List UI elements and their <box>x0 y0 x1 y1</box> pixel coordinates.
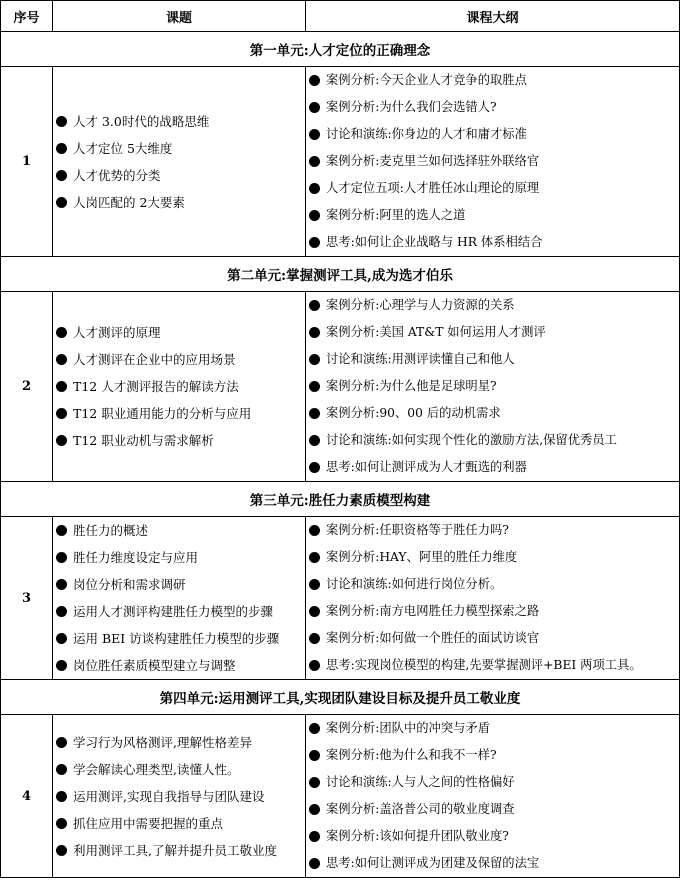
topic-text: 利用测评工具,了解并提升员工敬业度 <box>73 842 277 858</box>
outline-item <box>306 427 679 454</box>
bullet-icon <box>309 102 320 113</box>
outline-text: 案例分析:麦克里兰如何选择驻外联络官 <box>326 154 540 168</box>
outline-cell <box>306 715 680 878</box>
outline-item <box>306 823 679 850</box>
bullet-icon <box>309 435 320 446</box>
bullet-icon <box>309 777 320 788</box>
unit-title: 第四单元:运用测评工具,实现团队建设目标及提升员工敬业度 <box>1 680 680 715</box>
outline-text: 讨论和演练:如何实现个性化的激励方法,保留优秀员工 <box>326 433 617 447</box>
bullet-icon <box>309 183 320 194</box>
topic-cell <box>53 517 306 680</box>
header-seq: 序号 <box>1 1 53 32</box>
outline-item <box>306 652 679 679</box>
bullet-icon <box>309 606 320 617</box>
outline-item <box>306 850 679 877</box>
outline-item <box>306 769 679 796</box>
bullet-icon <box>56 197 67 208</box>
bullet-icon <box>56 579 67 590</box>
bullet-icon <box>56 435 67 446</box>
outline-text: 案例分析:他为什么和我不一样? <box>326 748 497 762</box>
outline-text: 案例分析:团队中的冲突与矛盾 <box>326 721 491 735</box>
topic-item <box>53 571 305 598</box>
outline-item <box>306 571 679 598</box>
topic-list <box>53 729 305 864</box>
topic-text: 胜任力维度设定与应用 <box>73 550 199 565</box>
outline-item <box>306 94 679 121</box>
outline-text: 案例分析:90、00 后的动机需求 <box>326 406 501 420</box>
outline-item <box>306 319 679 346</box>
topic-item <box>53 810 305 837</box>
outline-item <box>306 292 679 319</box>
topic-text: T12 人才测评报告的解读方法 <box>73 379 239 394</box>
outline-text: 讨论和演练:用测评读懂自己和他人 <box>326 352 515 366</box>
outline-item <box>306 454 679 481</box>
outline-item <box>306 598 679 625</box>
topic-text: 人才测评的原理 <box>73 325 161 340</box>
topic-text: 学习行为风格测评,理解性格差异 <box>73 734 252 750</box>
bullet-icon <box>309 408 320 419</box>
outline-cell <box>306 517 680 680</box>
outline-text: 讨论和演练:人与人之间的性格偏好 <box>326 775 515 789</box>
bullet-icon <box>309 858 320 869</box>
topic-text: 运用测评,实现自我指导与团队建设 <box>73 788 265 804</box>
topic-text: 人才优势的分类 <box>73 167 161 183</box>
topic-item <box>53 427 305 454</box>
topic-item <box>53 319 305 346</box>
topic-text: 人才 3.0时代的战略思维 <box>73 113 210 129</box>
unit-seq: 4 <box>1 715 53 878</box>
header-outline: 课程大纲 <box>306 1 680 32</box>
bullet-icon <box>309 327 320 338</box>
topic-text: 运用 BEI 访谈构建胜任力模型的步骤 <box>73 631 280 646</box>
bullet-icon <box>56 408 67 419</box>
bullet-icon <box>56 737 67 748</box>
outline-text: 讨论和演练:如何进行岗位分析。 <box>326 577 503 591</box>
bullet-icon <box>309 156 320 167</box>
unit-title: 第三单元:胜任力素质模型构建 <box>1 482 680 517</box>
unit-title-row <box>1 257 680 292</box>
unit-seq: 2 <box>1 292 53 482</box>
outline-text: 案例分析:心理学与人力资源的关系 <box>326 298 515 312</box>
topic-cell <box>53 292 306 482</box>
topic-item <box>53 400 305 427</box>
unit-title-row <box>1 32 680 67</box>
outline-cell <box>306 292 680 482</box>
bullet-icon <box>56 116 67 127</box>
bullet-icon <box>309 525 320 536</box>
bullet-icon <box>56 633 67 644</box>
bullet-icon <box>56 552 67 563</box>
outline-list <box>306 292 679 481</box>
bullet-icon <box>309 129 320 140</box>
outline-text: 案例分析:南方电网胜任力模型探索之路 <box>326 604 540 618</box>
topic-item <box>53 598 305 625</box>
unit-content-row <box>1 517 680 680</box>
outline-text: 思考:如何让测评成为团建及保留的法宝 <box>326 856 540 870</box>
topic-item <box>53 783 305 810</box>
outline-item <box>306 742 679 769</box>
unit-title-row <box>1 482 680 517</box>
topic-item <box>53 108 305 135</box>
outline-text: 案例分析:为什么我们会选错人? <box>326 100 497 114</box>
header-topic: 课题 <box>53 1 306 32</box>
outline-item <box>306 202 679 229</box>
outline-list <box>306 517 679 679</box>
outline-item <box>306 544 679 571</box>
outline-text: 案例分析:阿里的选人之道 <box>326 208 466 222</box>
topic-list <box>53 517 305 679</box>
unit-title-row <box>1 680 680 715</box>
bullet-icon <box>56 845 67 856</box>
bullet-icon <box>56 327 67 338</box>
bullet-icon <box>309 804 320 815</box>
bullet-icon <box>309 75 320 86</box>
outline-text: 案例分析:美国 AT&T 如何运用人才测评 <box>326 325 546 339</box>
outline-item <box>306 400 679 427</box>
bullet-icon <box>56 143 67 154</box>
bullet-icon <box>56 381 67 392</box>
outline-text: 讨论和演练:你身边的人才和庸才标准 <box>326 127 527 141</box>
topic-item <box>53 189 305 216</box>
topic-text: 运用人才测评构建胜任力模型的步骤 <box>73 604 274 619</box>
outline-item <box>306 148 679 175</box>
topic-item <box>53 756 305 783</box>
bullet-icon <box>309 660 320 671</box>
topic-item <box>53 135 305 162</box>
bullet-icon <box>309 579 320 590</box>
topic-cell <box>53 715 306 878</box>
topic-item <box>53 517 305 544</box>
bullet-icon <box>309 354 320 365</box>
bullet-icon <box>56 170 67 181</box>
unit-content-row <box>1 67 680 257</box>
outline-text: 案例分析:任职资格等于胜任力吗? <box>326 523 509 537</box>
outline-list <box>306 715 679 877</box>
topic-item <box>53 373 305 400</box>
bullet-icon <box>56 354 67 365</box>
outline-text: 案例分析:如何做一个胜任的面试访谈官 <box>326 631 540 645</box>
outline-text: 思考:如何让企业战略与 HR 体系相结合 <box>326 235 543 249</box>
unit-content-row <box>1 715 680 878</box>
outline-text: 人才定位五项:人才胜任冰山理论的原理 <box>326 181 540 195</box>
bullet-icon <box>309 381 320 392</box>
outline-item <box>306 625 679 652</box>
topic-text: 人才测评在企业中的应用场景 <box>73 352 236 367</box>
topic-cell <box>53 67 306 257</box>
topic-list <box>53 108 305 216</box>
bullet-icon <box>309 462 320 473</box>
topic-text: T12 职业动机与需求解析 <box>73 433 214 448</box>
topic-item <box>53 837 305 864</box>
topic-text: 岗位分析和需求调研 <box>73 577 186 592</box>
outline-text: 案例分析:今天企业人才竞争的取胜点 <box>326 73 527 87</box>
topic-text: 岗位胜任素质模型建立与调整 <box>73 658 236 673</box>
bullet-icon <box>309 552 320 563</box>
bullet-icon <box>56 764 67 775</box>
topic-item <box>53 162 305 189</box>
topic-text: 胜任力的概述 <box>73 523 149 538</box>
bullet-icon <box>309 300 320 311</box>
unit-title: 第一单元:人才定位的正确理念 <box>1 32 680 67</box>
outline-item <box>306 517 679 544</box>
outline-item <box>306 67 679 94</box>
outline-text: 案例分析:为什么他是足球明星? <box>326 379 497 393</box>
bullet-icon <box>56 660 67 671</box>
outline-item <box>306 796 679 823</box>
outline-item <box>306 175 679 202</box>
outline-item <box>306 346 679 373</box>
bullet-icon <box>309 831 320 842</box>
outline-text: 思考:如何让测评成为人才甄选的利器 <box>326 460 527 474</box>
outline-text: 案例分析:HAY、阿里的胜任力维度 <box>326 550 518 564</box>
bullet-icon <box>56 818 67 829</box>
topic-text: 人才定位 5大维度 <box>73 140 173 156</box>
topic-text: 人岗匹配的 2大要素 <box>73 194 185 210</box>
topic-text: 学会解读心理类型,读懂人性。 <box>73 761 240 777</box>
outline-text: 思考:实现岗位模型的构建,先要掌握测评+BEI 两项工具。 <box>326 658 642 672</box>
topic-item <box>53 346 305 373</box>
bullet-icon <box>309 237 320 248</box>
unit-content-row <box>1 292 680 482</box>
outline-text: 案例分析:盖洛普公司的敬业度调查 <box>326 802 515 816</box>
bullet-icon <box>309 633 320 644</box>
bullet-icon <box>309 750 320 761</box>
outline-item <box>306 715 679 742</box>
topic-text: 抓住应用中需要把握的重点 <box>73 815 224 831</box>
outline-item <box>306 373 679 400</box>
unit-seq: 3 <box>1 517 53 680</box>
outline-cell <box>306 67 680 257</box>
topic-item <box>53 652 305 679</box>
topic-list <box>53 319 305 454</box>
bullet-icon <box>56 525 67 536</box>
bullet-icon <box>309 723 320 734</box>
topic-item <box>53 544 305 571</box>
bullet-icon <box>309 210 320 221</box>
topic-text: T12 职业通用能力的分析与应用 <box>73 406 252 421</box>
header-row <box>1 1 680 32</box>
outline-item <box>306 121 679 148</box>
outline-list <box>306 67 679 256</box>
topic-item <box>53 729 305 756</box>
unit-title: 第二单元:掌握测评工具,成为选才伯乐 <box>1 257 680 292</box>
bullet-icon <box>56 606 67 617</box>
outline-item <box>306 229 679 256</box>
topic-item <box>53 625 305 652</box>
outline-text: 案例分析:该如何提升团队敬业度? <box>326 829 509 843</box>
unit-seq: 1 <box>1 67 53 257</box>
bullet-icon <box>56 791 67 802</box>
